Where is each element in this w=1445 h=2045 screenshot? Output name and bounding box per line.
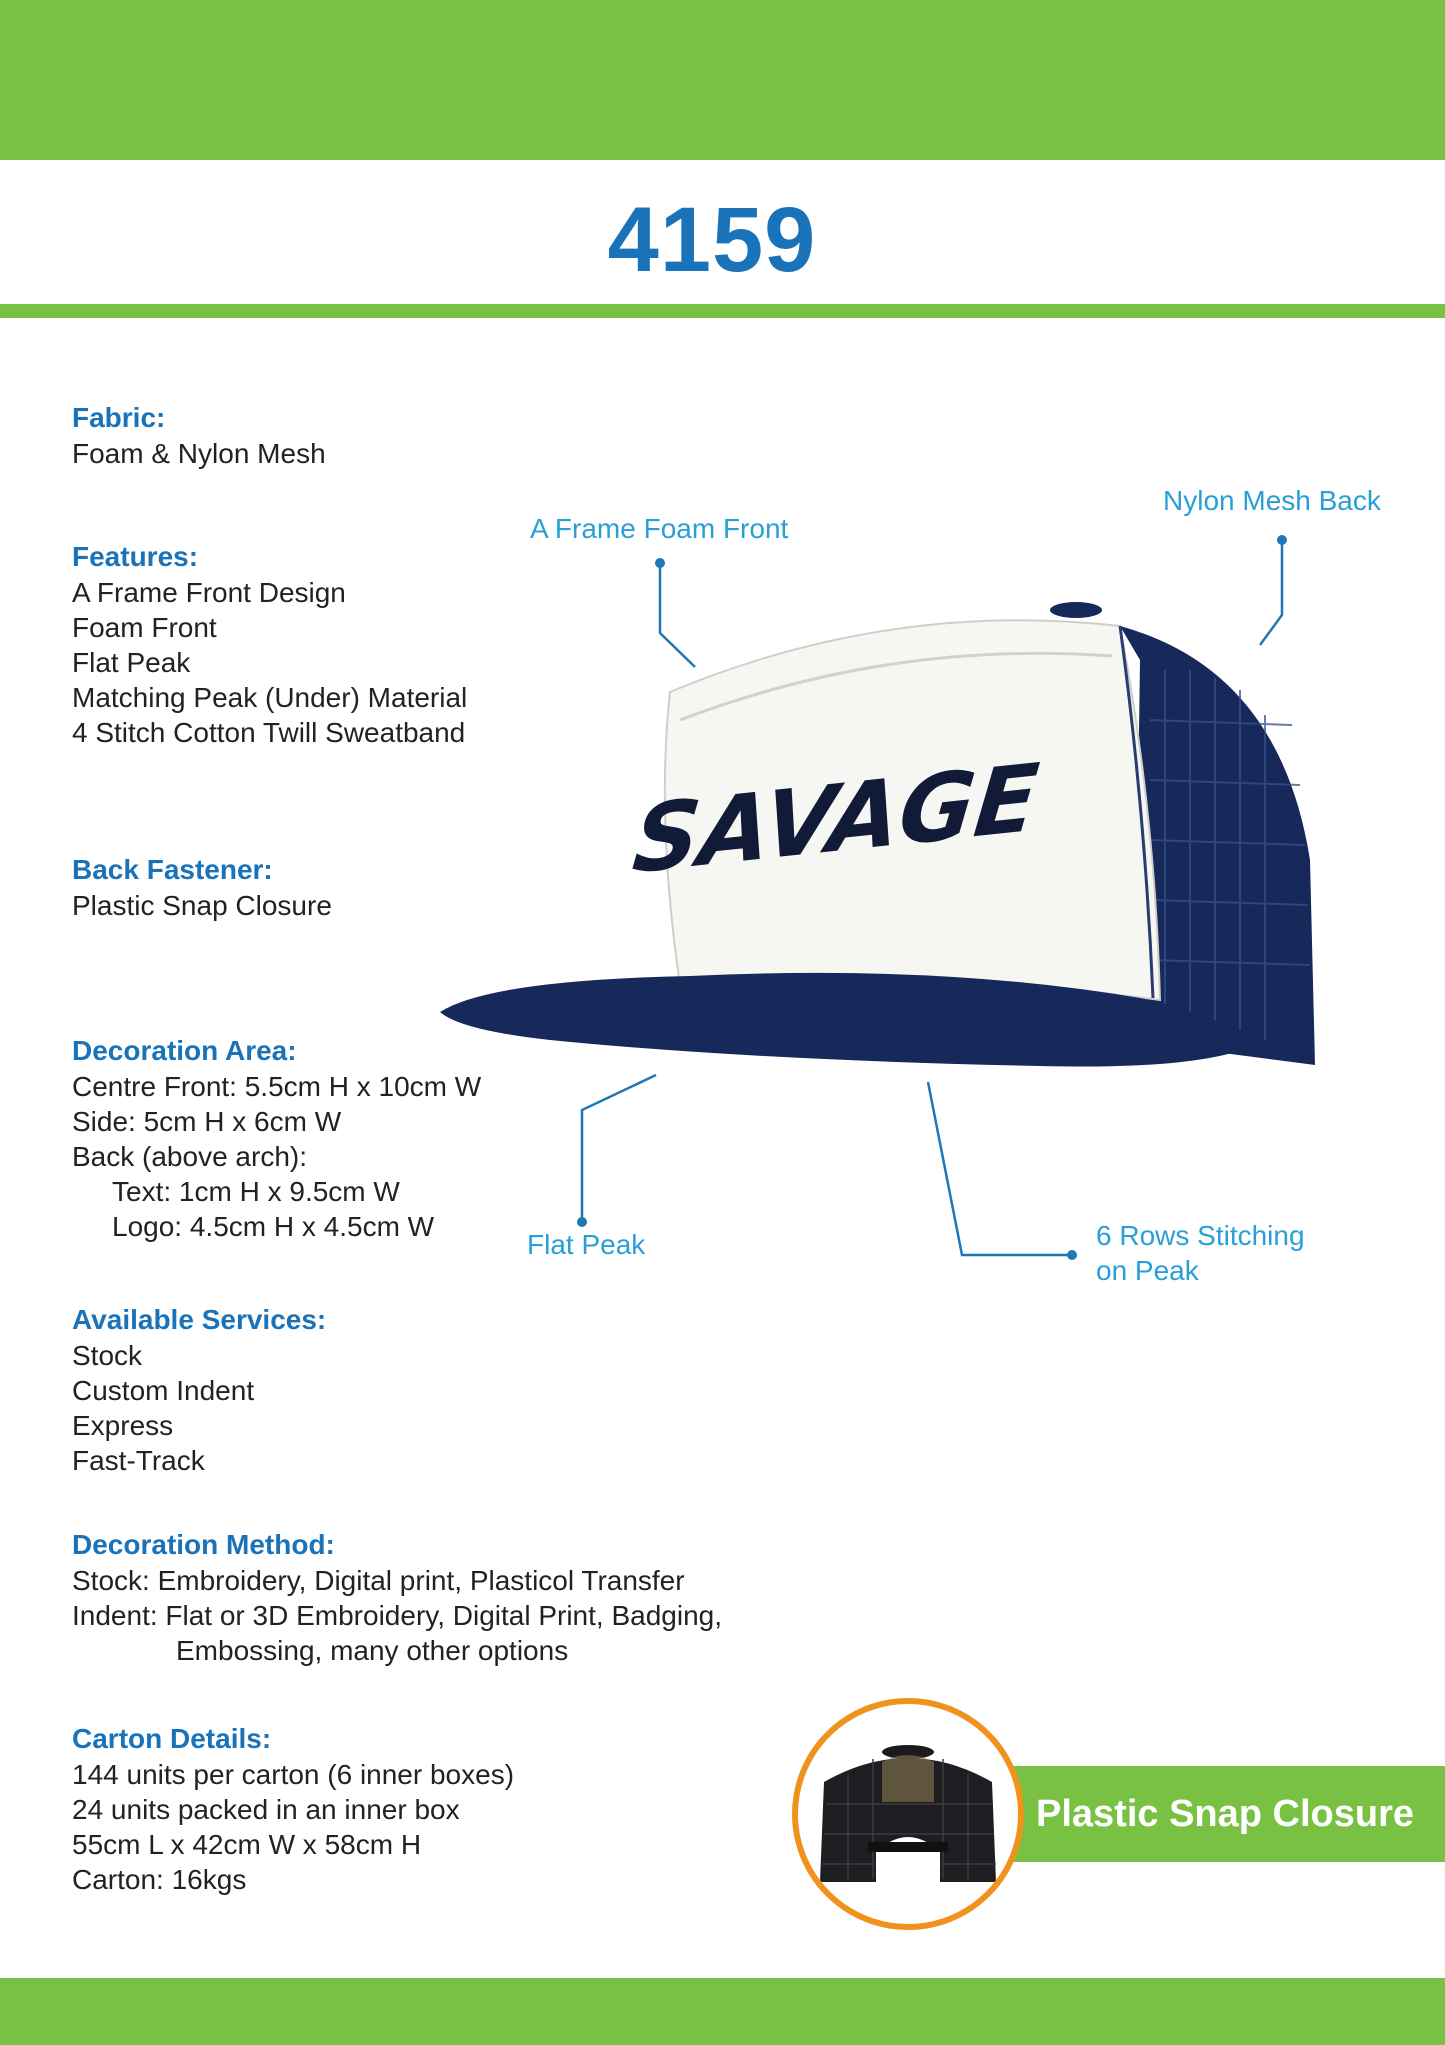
feature-item: Foam Front	[72, 612, 217, 643]
back-fastener-section	[72, 852, 332, 923]
closure-banner	[990, 1766, 1445, 1862]
decoration-method-heading: Decoration Method:	[72, 1529, 335, 1560]
feature-item: Matching Peak (Under) Material	[72, 682, 468, 713]
carton-details-heading: Carton Details:	[72, 1723, 272, 1754]
service-item: Express	[72, 1410, 174, 1441]
features-heading: Features:	[72, 541, 199, 572]
available-services-heading: Available Services:	[72, 1304, 327, 1335]
feature-item: Flat Peak	[72, 647, 191, 678]
cap-back-illustration	[798, 1704, 1018, 1924]
carton-detail-item: 55cm L x 42cm W x 58cm H	[72, 1829, 422, 1860]
decoration-area-heading: Decoration Area:	[72, 1035, 297, 1066]
features-section	[72, 539, 467, 750]
available-services-section	[72, 1302, 326, 1478]
fabric-line: Foam & Nylon Mesh	[72, 438, 326, 469]
decoration-area-item: Text: 1cm H x 9.5cm W	[112, 1176, 400, 1207]
decoration-area-item: Back (above arch):	[72, 1141, 307, 1172]
callout-a-frame-foam-front: A Frame Foam Front	[530, 513, 789, 544]
service-item: Custom Indent	[72, 1375, 255, 1406]
carton-detail-item: Carton: 16kgs	[72, 1864, 247, 1895]
leader-stitching	[928, 1082, 1072, 1255]
decoration-method-item: Indent: Flat or 3D Embroidery, Digital Print, Badging,	[72, 1600, 723, 1631]
back-fastener-heading: Back Fastener:	[72, 854, 273, 885]
callout-stitching-line2: on Peak	[1096, 1255, 1199, 1286]
cap-logo-text: SAVAGE	[628, 743, 1044, 895]
divider-green-band	[0, 304, 1445, 318]
leader-dot	[1067, 1250, 1077, 1260]
bottom-green-band	[0, 1978, 1445, 2045]
carton-detail-item: 24 units packed in an inner box	[72, 1794, 460, 1825]
top-green-band	[0, 0, 1445, 160]
feature-item: A Frame Front Design	[72, 577, 346, 608]
leader-dot	[1277, 535, 1287, 545]
closure-inset-photo	[792, 1698, 1024, 1930]
decoration-area-item: Centre Front: 5.5cm H x 10cm W	[72, 1071, 482, 1102]
back-fastener-line: Plastic Snap Closure	[72, 890, 332, 921]
carton-details-section	[72, 1721, 514, 1897]
callout-stitching	[1096, 1218, 1305, 1288]
decoration-method-section	[72, 1527, 722, 1668]
fabric-section	[72, 400, 326, 471]
decoration-method-item: Stock: Embroidery, Digital print, Plasticol Transfer	[72, 1565, 685, 1596]
feature-item: 4 Stitch Cotton Twill Sweatband	[72, 717, 466, 748]
decoration-area-item: Side: 5cm H x 6cm W	[72, 1106, 342, 1137]
fabric-heading: Fabric:	[72, 402, 166, 433]
carton-detail-item: 144 units per carton (6 inner boxes)	[72, 1759, 515, 1790]
callout-flat-peak: Flat Peak	[527, 1229, 646, 1260]
cap-illustration	[420, 560, 1445, 1100]
decoration-area-item: Logo: 4.5cm H x 4.5cm W	[112, 1211, 435, 1242]
leader-dot	[577, 1217, 587, 1227]
cap-top-button	[1050, 602, 1102, 618]
service-item: Fast-Track	[72, 1445, 205, 1476]
product-code: 4159	[607, 189, 817, 291]
closure-label: Plastic Snap Closure	[1036, 1793, 1415, 1835]
service-item: Stock	[72, 1340, 143, 1371]
callout-stitching-line1: 6 Rows Stitching	[1096, 1220, 1305, 1251]
callout-nylon-mesh-back: Nylon Mesh Back	[1163, 485, 1381, 516]
decoration-method-item: Embossing, many other options	[176, 1635, 569, 1666]
